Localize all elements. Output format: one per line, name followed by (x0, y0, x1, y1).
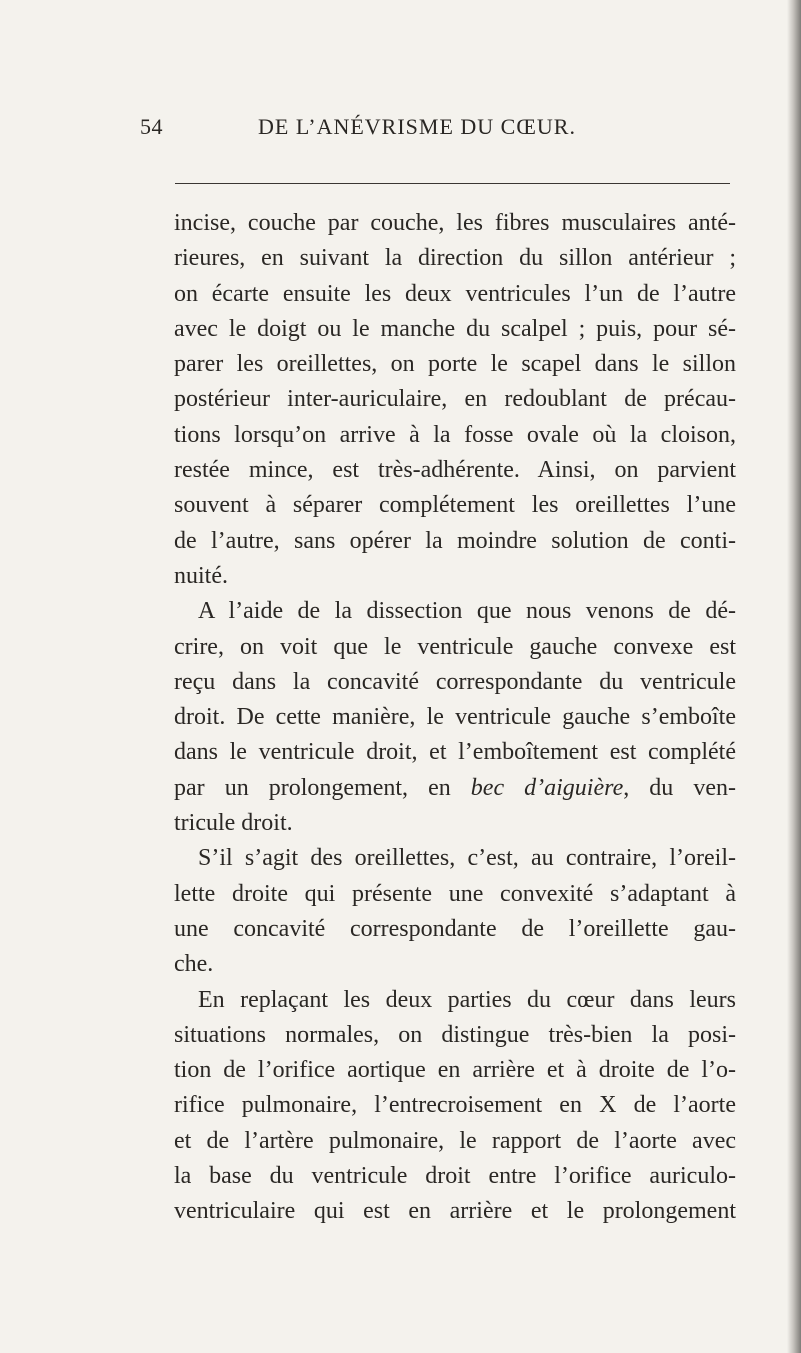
text-line: parer les oreillettes, on porte le scapel dans le sillon (174, 351, 736, 378)
text-line: et de l’artère pulmonaire, le rapport de l’aorte avec (174, 1127, 736, 1154)
text-line: tions lorsqu’on arrive à la fosse ovale où la cloison, (174, 421, 736, 448)
text-line: une concavité correspondante de l’oreillette gau- (174, 915, 736, 942)
text-line: situations normales, on distingue très-bien la posi- (174, 1021, 736, 1048)
text-line: droit. De cette manière, le ventricule gauche s’emboîte (174, 704, 736, 731)
running-title: DE L’ANÉVRISME DU CŒUR. (258, 114, 576, 139)
text-line: A l’aide de la dissection que nous venons de dé- (198, 598, 736, 625)
text-line: avec le doigt ou le manche du scalpel ; puis, pour sé- (174, 315, 736, 342)
text-line: crire, on voit que le ventricule gauche convexe est (174, 633, 736, 660)
body-text (174, 206, 736, 1230)
text-line: postérieur inter-auriculaire, en redoublant de précau- (174, 386, 736, 413)
text-line: la base du ventricule droit entre l’orifice auriculo- (174, 1163, 736, 1190)
italic-term: bec d’aiguière (470, 774, 624, 801)
text-line: incise, couche par couche, les fibres musculaires anté- (174, 210, 736, 236)
text-line: tricule droit. (174, 810, 293, 837)
text-line: En replaçant les deux parties du cœur dans leurs (198, 986, 736, 1013)
text-line: S’il s’agit des oreillettes, c’est, au contraire, l’oreil- (198, 845, 736, 872)
text-line: che. (174, 951, 214, 978)
page-header (140, 100, 738, 140)
text-line: lette droite qui présente une convexité s’adaptant à (174, 880, 736, 907)
header-rule (175, 183, 730, 184)
text-line: rifice pulmonaire, l’entrecroisement en X de l’aorte (174, 1092, 736, 1119)
text-line: souvent à séparer complétement les oreillettes l’une (174, 492, 736, 519)
text-line (174, 771, 736, 806)
text-segment: , du ven- (623, 774, 736, 801)
page-number: 54 (140, 114, 163, 139)
text-line: restée mince, est très-adhérente. Ainsi, on parvient (174, 457, 736, 484)
text-line: nuité. (174, 562, 228, 589)
text-segment: par un prolongement, en (174, 774, 471, 801)
text-line: de l’autre, sans opérer la moindre solution de conti- (174, 527, 736, 554)
text-line: dans le ventricule droit, et l’emboîtement est complété (174, 739, 736, 766)
text-line: tion de l’orifice aortique en arrière et à droite de l’o- (174, 1057, 736, 1084)
text-line: rieures, en suivant la direction du sillon antérieur ; (174, 245, 736, 272)
page-edge-shadow (787, 0, 801, 1353)
text-line: reçu dans la concavité correspondante du ventricule (174, 668, 736, 695)
text-line: on écarte ensuite les deux ventricules l’un de l’autre (174, 280, 736, 307)
text-line: ventriculaire qui est en arrière et le prolongement (174, 1198, 736, 1225)
